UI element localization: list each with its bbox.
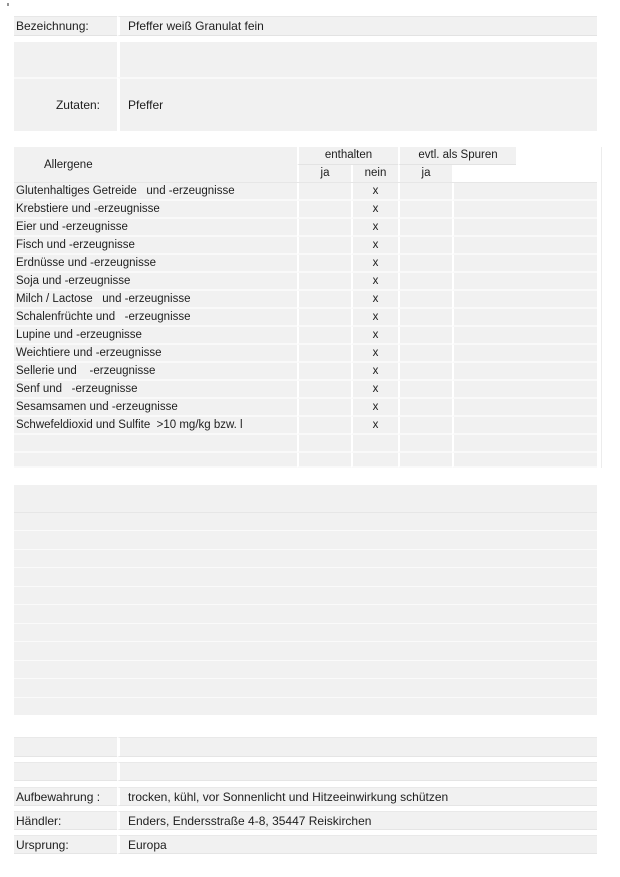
allergen-name: Sellerie und -erzeugnisse bbox=[14, 363, 297, 381]
spuren-ja-cell bbox=[398, 309, 452, 327]
empty-spuren-cell bbox=[398, 453, 452, 468]
allergen-row bbox=[14, 183, 597, 201]
spuren-header: evtl. als Spuren bbox=[398, 147, 516, 165]
enthalten-ja-cell bbox=[297, 255, 351, 273]
empty-spuren-cell bbox=[398, 435, 452, 453]
spuren-ja-cell bbox=[398, 345, 452, 363]
header-row-sub bbox=[297, 165, 597, 183]
empty-info-row bbox=[14, 737, 597, 757]
aufbewahrung-label: Aufbewahrung : bbox=[14, 787, 117, 806]
allergen-name: Senf und -erzeugnisse bbox=[14, 381, 297, 399]
bezeichnung-label: Bezeichnung: bbox=[14, 16, 117, 36]
enthalten-nein-cell: x bbox=[351, 345, 398, 363]
enthalten-nein-cell: x bbox=[351, 183, 398, 201]
enthalten-nein-cell: x bbox=[351, 237, 398, 255]
header-filler bbox=[516, 147, 597, 165]
enthalten-nein-cell: x bbox=[351, 291, 398, 309]
extra-cell bbox=[452, 381, 597, 399]
empty-extra-cell bbox=[452, 453, 597, 468]
spuren-ja-subheader: ja bbox=[398, 165, 452, 183]
enthalten-ja-subheader: ja bbox=[297, 165, 351, 183]
allergen-row bbox=[14, 273, 597, 291]
spuren-ja-cell bbox=[398, 381, 452, 399]
enthalten-ja-cell bbox=[297, 417, 351, 435]
notes-row bbox=[14, 698, 597, 715]
allergene-header: Allergene bbox=[14, 147, 297, 182]
allergen-name: Glutenhaltiges Getreide und -erzeugnisse bbox=[14, 183, 297, 201]
extra-cell bbox=[452, 255, 597, 273]
enthalten-nein-cell: x bbox=[351, 309, 398, 327]
aufbewahrung-row bbox=[14, 787, 597, 806]
haendler-row bbox=[14, 811, 597, 830]
empty-label-cell bbox=[14, 42, 117, 77]
allergen-empty-row bbox=[14, 453, 597, 468]
enthalten-ja-cell bbox=[297, 399, 351, 417]
header-row-groups bbox=[297, 147, 597, 165]
zutaten-value: Pfeffer bbox=[117, 77, 597, 131]
allergen-name: Fisch und -erzeugnisse bbox=[14, 237, 297, 255]
allergen-table-header bbox=[14, 147, 597, 183]
bezeichnung-row bbox=[14, 16, 597, 36]
zutaten-label: Zutaten: bbox=[14, 77, 117, 131]
extra-cell bbox=[452, 273, 597, 291]
allergen-empty-row bbox=[14, 435, 597, 453]
empty-notes-block bbox=[14, 485, 597, 715]
allergen-row bbox=[14, 327, 597, 345]
extra-cell bbox=[452, 309, 597, 327]
empty-ja-cell bbox=[297, 453, 351, 468]
empty-value-cell bbox=[117, 42, 597, 77]
extra-cell bbox=[452, 219, 597, 237]
allergen-name: Soja und -erzeugnisse bbox=[14, 273, 297, 291]
gridline bbox=[601, 147, 602, 468]
ursprung-value: Europa bbox=[117, 835, 597, 854]
enthalten-nein-cell: x bbox=[351, 219, 398, 237]
allergen-name: Schalenfrüchte und -erzeugnisse bbox=[14, 309, 297, 327]
enthalten-ja-cell bbox=[297, 363, 351, 381]
empty-label-cell bbox=[14, 762, 117, 781]
allergen-row bbox=[14, 399, 597, 417]
spuren-ja-cell bbox=[398, 255, 452, 273]
product-info-table bbox=[14, 16, 597, 131]
notes-row bbox=[14, 661, 597, 679]
allergen-rows bbox=[14, 183, 597, 435]
allergen-name: Weichtiere und -erzeugnisse bbox=[14, 345, 297, 363]
allergen-row bbox=[14, 255, 597, 273]
notes-row bbox=[14, 550, 597, 568]
spuren-ja-cell bbox=[398, 327, 452, 345]
enthalten-ja-cell bbox=[297, 381, 351, 399]
zutaten-row bbox=[14, 77, 597, 131]
spuren-ja-cell bbox=[398, 237, 452, 255]
aufbewahrung-value: trocken, kühl, vor Sonnenlicht und Hitzeeinwirkung schützen bbox=[117, 787, 597, 806]
enthalten-ja-cell bbox=[297, 219, 351, 237]
extra-cell bbox=[452, 237, 597, 255]
empty-row bbox=[14, 42, 597, 77]
spuren-ja-cell bbox=[398, 417, 452, 435]
ursprung-label: Ursprung: bbox=[14, 835, 117, 854]
empty-ja-cell bbox=[297, 435, 351, 453]
extra-cell bbox=[452, 291, 597, 309]
enthalten-nein-cell: x bbox=[351, 417, 398, 435]
spuren-ja-cell bbox=[398, 363, 452, 381]
header-right bbox=[297, 147, 597, 182]
allergen-name: Krebstiere und -erzeugnisse bbox=[14, 201, 297, 219]
allergen-name: Eier und -erzeugnisse bbox=[14, 219, 297, 237]
allergen-name: Lupine und -erzeugnisse bbox=[14, 327, 297, 345]
allergen-name: Erdnüsse und -erzeugnisse bbox=[14, 255, 297, 273]
notes-row bbox=[14, 531, 597, 549]
notes-row bbox=[14, 513, 597, 531]
spuren-ja-cell bbox=[398, 291, 452, 309]
bezeichnung-value: Pfeffer weiß Granulat fein bbox=[117, 16, 597, 36]
allergen-table bbox=[14, 147, 597, 468]
spuren-ja-cell bbox=[398, 183, 452, 201]
enthalten-nein-cell: x bbox=[351, 273, 398, 291]
stray-mark bbox=[7, 3, 9, 6]
notes-row bbox=[14, 605, 597, 623]
ursprung-row bbox=[14, 835, 597, 854]
enthalten-ja-cell bbox=[297, 309, 351, 327]
subheader-filler bbox=[452, 165, 597, 183]
enthalten-nein-cell: x bbox=[351, 201, 398, 219]
haendler-value: Enders, Endersstraße 4-8, 35447 Reiskirchen bbox=[117, 811, 597, 830]
storage-info-table bbox=[14, 737, 597, 854]
empty-label-cell bbox=[14, 737, 117, 757]
extra-cell bbox=[452, 345, 597, 363]
notes-row bbox=[14, 679, 597, 697]
allergen-row bbox=[14, 363, 597, 381]
allergen-row bbox=[14, 381, 597, 399]
enthalten-ja-cell bbox=[297, 291, 351, 309]
extra-cell bbox=[452, 183, 597, 201]
enthalten-nein-cell: x bbox=[351, 327, 398, 345]
allergen-row bbox=[14, 201, 597, 219]
haendler-label: Händler: bbox=[14, 811, 117, 830]
allergen-row bbox=[14, 237, 597, 255]
allergen-name: Sesamsamen und -erzeugnisse bbox=[14, 399, 297, 417]
empty-nein-cell bbox=[351, 453, 398, 468]
allergen-row bbox=[14, 345, 597, 363]
enthalten-nein-cell: x bbox=[351, 399, 398, 417]
empty-value-cell bbox=[117, 762, 597, 781]
notes-row bbox=[14, 485, 597, 513]
extra-cell bbox=[452, 327, 597, 345]
empty-nein-cell bbox=[351, 435, 398, 453]
enthalten-ja-cell bbox=[297, 237, 351, 255]
enthalten-nein-subheader: nein bbox=[351, 165, 398, 183]
enthalten-ja-cell bbox=[297, 183, 351, 201]
spuren-ja-cell bbox=[398, 399, 452, 417]
spuren-ja-cell bbox=[398, 273, 452, 291]
enthalten-nein-cell: x bbox=[351, 255, 398, 273]
enthalten-ja-cell bbox=[297, 327, 351, 345]
allergen-row bbox=[14, 291, 597, 309]
spuren-ja-cell bbox=[398, 219, 452, 237]
enthalten-nein-cell: x bbox=[351, 381, 398, 399]
spuren-ja-cell bbox=[398, 201, 452, 219]
allergen-row bbox=[14, 309, 597, 327]
allergen-row bbox=[14, 219, 597, 237]
empty-info-row bbox=[14, 762, 597, 781]
empty-value-cell bbox=[117, 737, 597, 757]
notes-row bbox=[14, 587, 597, 605]
allergen-name: Schwefeldioxid und Sulfite >10 mg/kg bzw. l bbox=[14, 417, 297, 435]
enthalten-header: enthalten bbox=[297, 147, 398, 165]
notes-row bbox=[14, 568, 597, 586]
enthalten-nein-cell: x bbox=[351, 363, 398, 381]
empty-name-cell bbox=[14, 435, 297, 453]
notes-row bbox=[14, 624, 597, 642]
allergen-name: Milch / Lactose und -erzeugnisse bbox=[14, 291, 297, 309]
empty-name-cell bbox=[14, 453, 297, 468]
extra-cell bbox=[452, 201, 597, 219]
enthalten-ja-cell bbox=[297, 201, 351, 219]
enthalten-ja-cell bbox=[297, 273, 351, 291]
empty-extra-cell bbox=[452, 435, 597, 453]
extra-cell bbox=[452, 363, 597, 381]
allergen-row bbox=[14, 417, 597, 435]
extra-cell bbox=[452, 399, 597, 417]
enthalten-ja-cell bbox=[297, 345, 351, 363]
extra-cell bbox=[452, 417, 597, 435]
notes-row bbox=[14, 642, 597, 660]
